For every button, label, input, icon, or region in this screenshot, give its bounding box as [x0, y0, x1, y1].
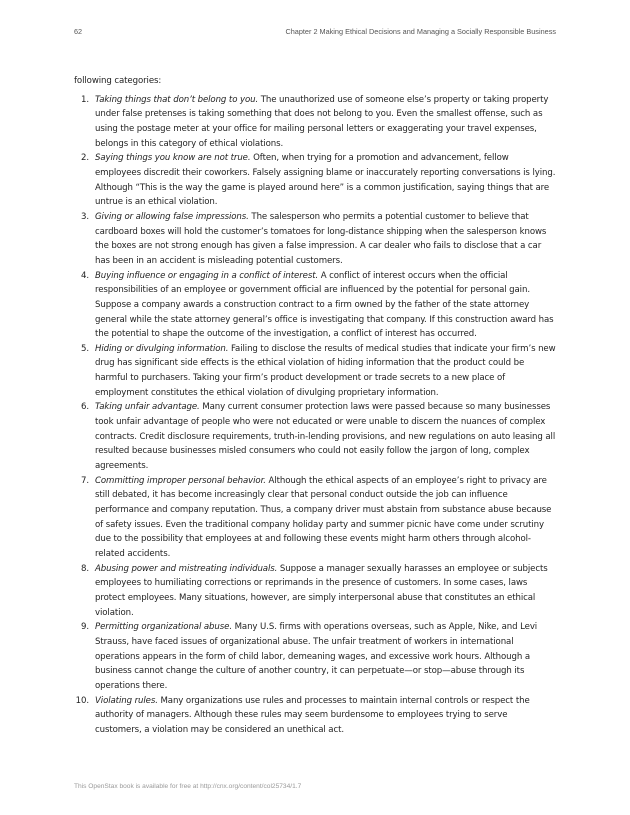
item-number: 3.: [81, 211, 89, 222]
intro-text: following categories:: [74, 76, 162, 86]
item-text: The unauthorized use of someone else’s property or taking property under false pretenses is taking something that does not belong to you. Even the smallest offense, such as using the postage meter at your office for mailing personal letters or exaggerating your travel expenses, belongs in this category of ethical violations.: [95, 94, 549, 149]
item-title: Buying influence or engaging in a conflict of interest.: [95, 270, 319, 281]
item-title: Taking unfair advantage.: [95, 402, 200, 413]
item-title: Abusing power and mistreating individuals.: [95, 563, 278, 574]
item-title: Giving or allowing false impressions.: [95, 211, 249, 222]
chapter-title: Chapter 2 Making Ethical Decisions and Managing a Socially Responsible Business: [285, 27, 556, 36]
item-title: Permitting organizational abuse.: [95, 622, 232, 633]
item-title: Violating rules.: [95, 695, 158, 706]
item-number: 5.: [81, 343, 89, 354]
item-text: Many current consumer protection laws were passed because so many businesses took unfair advantage of people who were not educated or were unable to discern the nuances of complex contracts. Credit disclosure requirements, truth-in-lending provisions, and new regulations on auto leasing all resulted because businesses misled consumers who could not easily follow the jargon of long, complex agreements.: [95, 402, 556, 472]
list-item: [74, 93, 556, 152]
item-text: A conflict of interest occurs when the official responsibilities of an employee or government official are influenced by the potential for personal gain. Suppose a company awards a construction contract to a firm owned by the father of the state attorney general while the state attorney general’s office is investigating that company. If this construction award has the potential to shape the outcome of the investigation, a conflict of interest has occurred.: [95, 270, 554, 340]
item-title: Taking things that don’t belong to you.: [95, 94, 259, 105]
item-text: Often, when trying for a promotion and advancement, fellow employees discredit their coworkers. Falsely assigning blame or inaccurately reporting conversations is lying. Although “This is the way the game is played around here” is a common justification, saying things that are untrue is an ethical violation.: [95, 153, 556, 208]
item-text: Many U.S. firms with operations overseas, such as Apple, Nike, and Levi Strauss, have faced issues of organizational abuse. The unfair treatment of workers in international operations appears in the form of child labor, demeaning wages, and excessive work hours. Although a business cannot change the culture of another country, it can perpetuate—or stop—abuse through its operations there.: [95, 622, 538, 691]
list-item: [74, 562, 556, 621]
item-text: Although the ethical aspects of an employee’s right to privacy are still debated, it has become increasingly clear that personal conduct outside the job can influence performance and company reputation. Thus, a company driver must abstain from substance abuse because of safety issues. Even the traditional company holiday party and summer picnic have come under scrutiny due to the possibility that employees at and following these events might harm others through alcohol-related accidents.: [95, 475, 552, 559]
list-item: [74, 400, 556, 473]
page-content: [74, 74, 556, 738]
item-title: Committing improper personal behavior.: [95, 475, 266, 486]
item-text: Many organizations use rules and processes to maintain internal controls or respect the authority of managers. Although these rules may seem burdensome to employees trying to serve customers, a violation may be considered an unethical act.: [95, 695, 530, 735]
list-item: [74, 210, 556, 269]
page-header: [74, 27, 556, 39]
page-footer: This OpenStax book is available for free at http://cnx.org/content/col25734/1.7: [74, 783, 302, 790]
item-number: 9.: [81, 622, 89, 633]
list-item: [74, 620, 556, 693]
item-text: Failing to disclose the results of medical studies that indicate your firm’s new drug has significant side effects is the ethical violation of hiding information that the product could be harmful to purchasers. Taking your firm’s product development or trade secrets to a new place of employment constitutes the ethical violation of divulging proprietary information.: [95, 343, 556, 398]
list-item: [74, 269, 556, 342]
item-number: 1.: [81, 94, 89, 105]
ethical-violations-list: [74, 93, 556, 738]
item-title: Saying things you know are not true.: [95, 153, 251, 164]
item-number: 7.: [81, 475, 89, 486]
list-item: [74, 474, 556, 562]
list-item: [74, 342, 556, 401]
list-item: [74, 694, 556, 738]
item-number: 4.: [81, 270, 89, 281]
page-number: 62: [74, 27, 83, 36]
item-number: 6.: [81, 402, 89, 413]
item-text: Suppose a manager sexually harasses an employee or subjects employees to humiliating corrections or reprimands in the presence of customers. In some cases, laws protect employees. Many situations, however, are simply interpersonal abuse that constitutes an ethical violation.: [95, 563, 548, 618]
item-title: Hiding or divulging information.: [95, 343, 229, 354]
item-number: 10.: [75, 695, 89, 706]
item-text: The salesperson who permits a potential customer to believe that cardboard boxes will hold the customer’s tomatoes for long-distance shipping when the salesperson knows the boxes are not strong enough has given a false impression. A car dealer who fails to disclose that a car has been in an accident is misleading potential customers.: [95, 211, 547, 266]
item-number: 2.: [81, 153, 89, 164]
item-number: 8.: [81, 563, 89, 574]
list-item: [74, 151, 556, 210]
